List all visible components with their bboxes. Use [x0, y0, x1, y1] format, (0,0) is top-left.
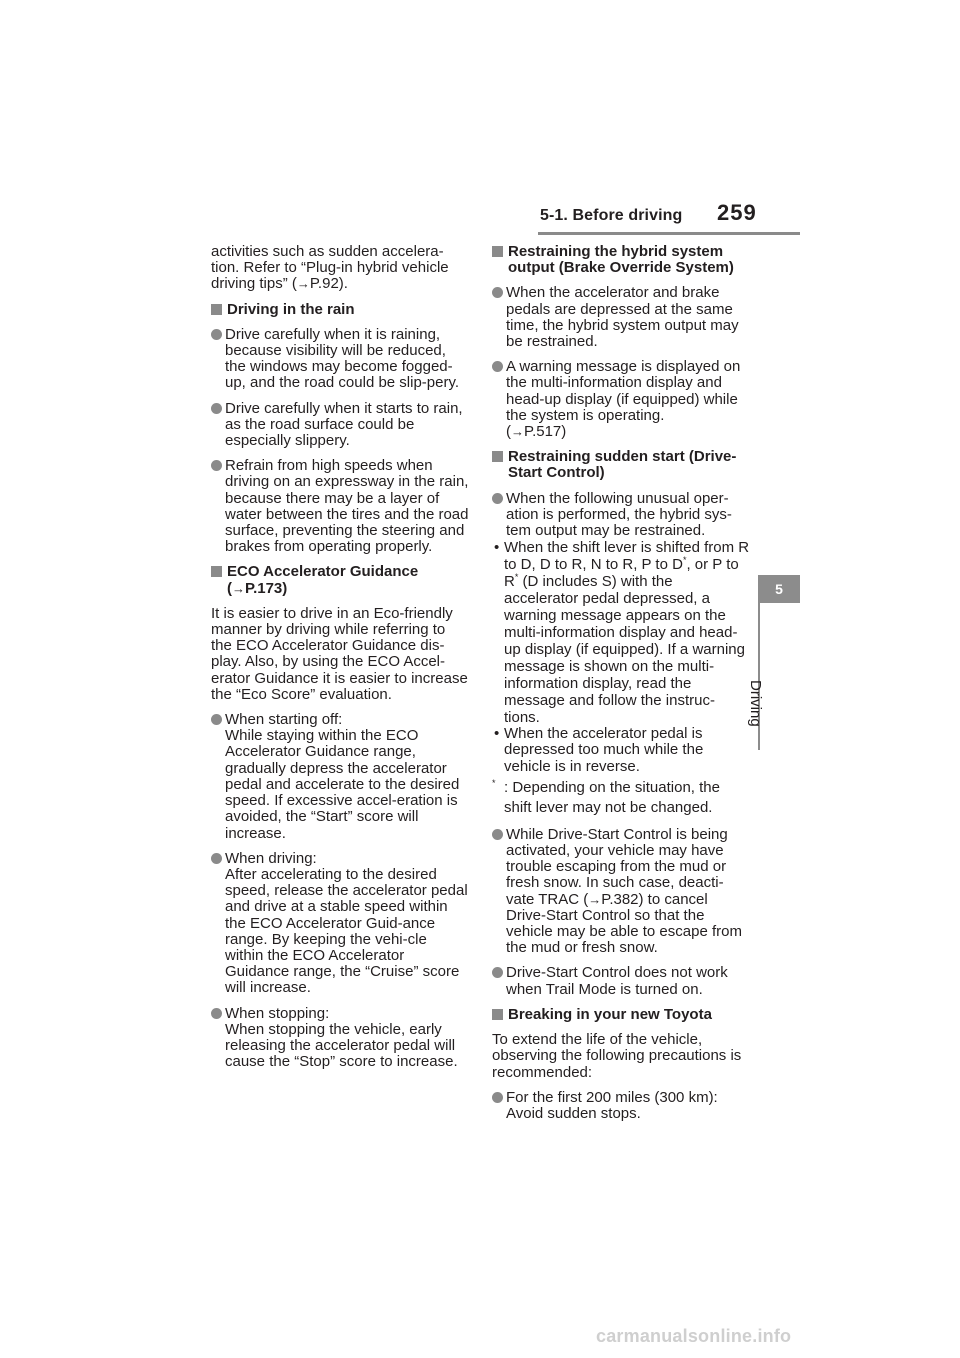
list-item: Drive carefully when it is raining, because visibility will be reduced, the windows may become fogged-up, and the road could be slip-pery.: [211, 327, 469, 392]
circle-bullet-icon: [211, 329, 222, 340]
circle-bullet-icon: [492, 493, 503, 504]
square-bullet-icon: [211, 304, 222, 315]
circle-bullet-icon: [492, 287, 503, 298]
circle-bullet-icon: [492, 829, 503, 840]
square-bullet-icon: [211, 566, 222, 577]
header-rule: [538, 232, 800, 235]
list-item: A warning message is displayed on the multi-information display and head-up display (if equipped) while the system is operating. (→P.517): [492, 359, 750, 440]
circle-bullet-icon: [211, 853, 222, 864]
list-item: For the first 200 miles (300 km): Avoid sudden stops.: [492, 1090, 750, 1122]
circle-bullet-icon: [492, 967, 503, 978]
heading-eco-guidance: ECO Accelerator Guidance (→P.173): [211, 564, 469, 596]
circle-bullet-icon: [211, 403, 222, 414]
square-bullet-icon: [492, 451, 503, 462]
circle-bullet-icon: [492, 1092, 503, 1103]
chapter-tab: 5: [758, 575, 800, 603]
breaking-paragraph: To extend the life of the vehicle, observing the following precautions is recommended:: [492, 1031, 742, 1081]
list-item: When driving: After accelerating to the desired speed, release the accelerator pedal and drive at a stable speed within the ECO Accelerator Guid-ance range. By keeping the vehi-cle within the ECO Accelerator Guidance range, the “Cruise” score will increase.: [211, 851, 469, 997]
circle-bullet-icon: [211, 1008, 222, 1019]
arrow-right-icon: →: [232, 580, 245, 596]
arrow-right-icon: →: [588, 891, 602, 907]
sub-list-item: • When the shift lever is shifted from R to D, D to R, N to R, P to D*, or P to R* (D includes S) with the accelerator pedal depressed, a warning message appears on the multi-information display and head-up display (if equipped). If a warning message is shown on the multi-information display, read the message and follow the instruc-tions.: [494, 539, 750, 727]
circle-bullet-icon: [492, 361, 503, 372]
intro-paragraph: activities such as sudden accelera-tion. Refer to “Plug-in hybrid vehicle driving tips” (→P.92).: [211, 243, 449, 293]
arrow-right-icon: →: [296, 276, 310, 292]
footnote: * : Depending on the situation, the shift lever may not be changed.: [492, 777, 720, 816]
heading-brake-override: Restraining the hybrid system output (Brake Override System): [492, 244, 750, 276]
heading-driving-in-rain: Driving in the rain: [211, 302, 469, 318]
chapter-tab-label: Driving: [747, 680, 764, 727]
heading-breaking-in: Breaking in your new Toyota: [492, 1007, 750, 1023]
list-item: Drive-Start Control does not work when Trail Mode is turned on.: [492, 965, 750, 997]
list-item: When the following unusual oper-ation is performed, the hybrid sys-tem output may be restrained.: [492, 491, 750, 540]
list-item: While Drive-Start Control is being activated, your vehicle may have trouble escaping from the mud or fresh snow. In such case, deacti-vate TRAC (→P.382) to cancel Drive-Start Control so that the vehicle may be able to escape from the mud or fresh snow.: [492, 827, 750, 957]
watermark: carmanualsonline.info: [596, 1326, 792, 1346]
list-item: Drive carefully when it starts to rain, as the road surface could be especially slippery.: [211, 401, 469, 450]
right-column: [492, 244, 750, 1131]
list-item: Refrain from high speeds when driving on an expressway in the rain, because there may be a layer of water between the tires and the road surface, preventing the steering and brakes from operating properly.: [211, 458, 469, 555]
sub-list-item: • When the accelerator pedal is depressed too much while the vehicle is in reverse.: [494, 725, 704, 775]
list-item: When stopping: When stopping the vehicle, early releasing the accelerator pedal will cause the “Stop” score to increase.: [211, 1006, 469, 1071]
left-column: [211, 244, 469, 1079]
arrow-right-icon: →: [511, 424, 524, 440]
heading-drive-start-control: Restraining sudden start (Drive-Start Control): [492, 449, 750, 481]
page-number: 259: [717, 200, 757, 225]
square-bullet-icon: [492, 246, 503, 257]
circle-bullet-icon: [211, 714, 222, 725]
eco-paragraph: It is easier to drive in an Eco-friendly manner by driving while referring to the ECO Accelerator Guidance dis-play. Also, by using the ECO Accel-erator Guidance it is easier to increase the “Eco Score” evaluation.: [211, 604, 468, 703]
list-item: When starting off: While staying within the ECO Accelerator Guidance range, gradually depress the accelerator pedal and accelerate to the desired speed. If excessive accel-eration is avoided, the “Start” score will increase.: [211, 712, 469, 842]
circle-bullet-icon: [211, 460, 222, 471]
section-title: 5-1. Before driving: [540, 207, 683, 224]
square-bullet-icon: [492, 1009, 503, 1020]
list-item: When the accelerator and brake pedals are depressed at the same time, the hybrid system output may be restrained.: [492, 285, 750, 350]
chapter-tab-line: [758, 600, 760, 750]
